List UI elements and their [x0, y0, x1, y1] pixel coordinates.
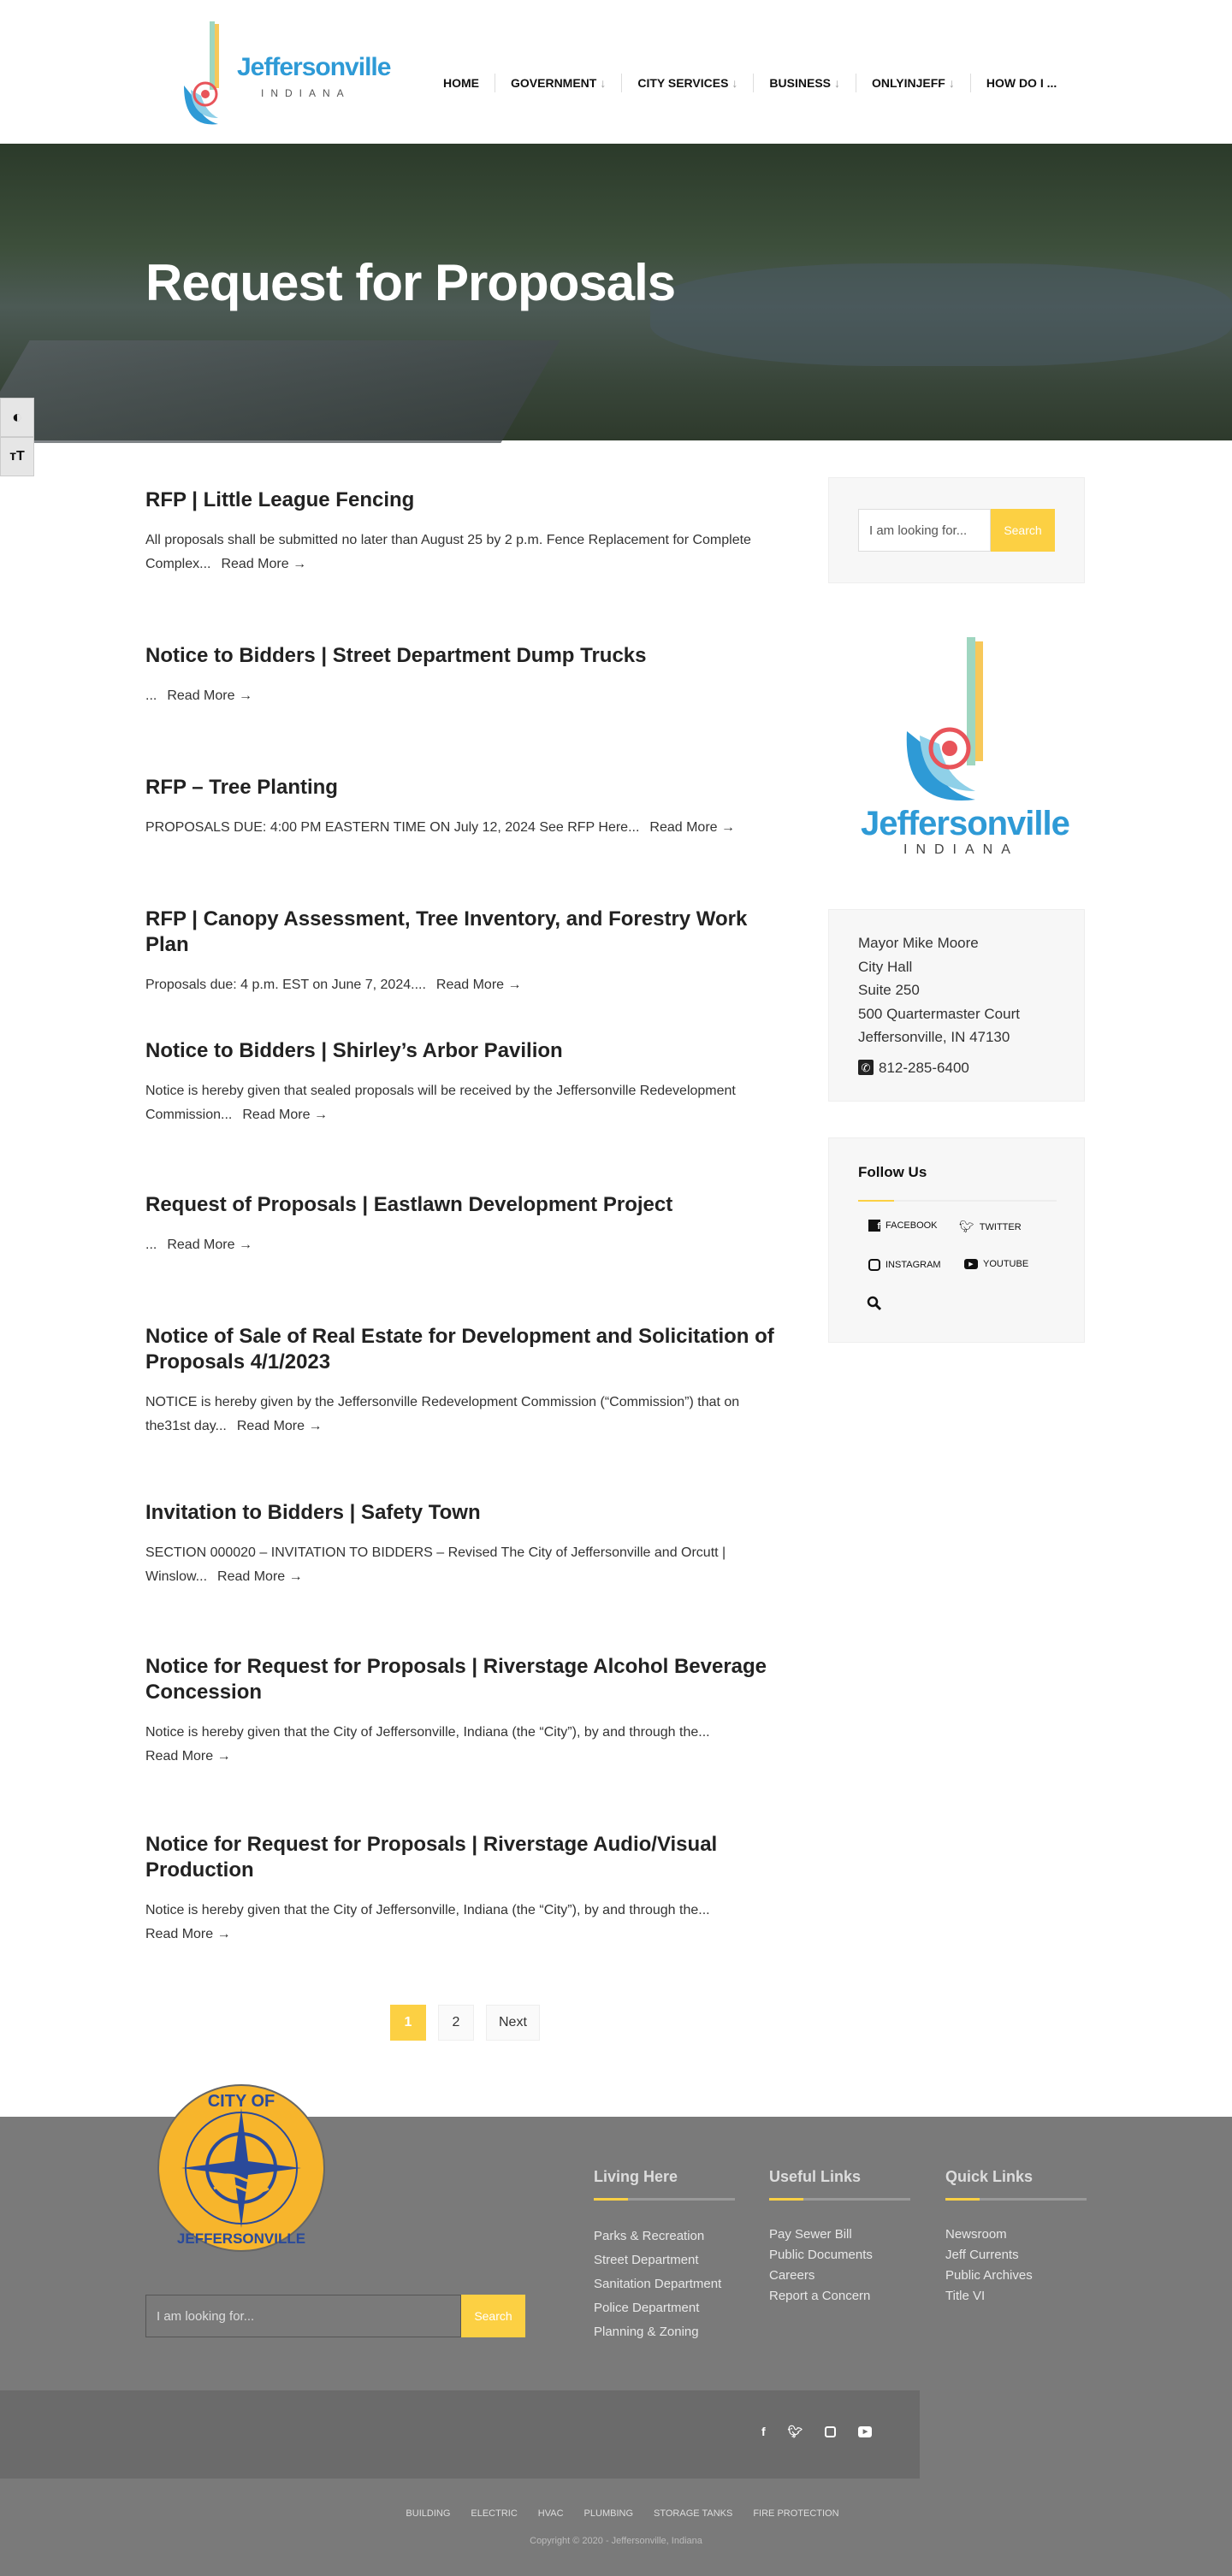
sidebar-search-widget [828, 477, 1085, 583]
address-line: 500 Quartermaster Court [858, 1005, 1020, 1022]
read-more-link[interactable]: Read More → [242, 1108, 328, 1122]
svg-text:JEFFERSONVILLE: JEFFERSONVILLE [176, 2230, 306, 2247]
post-excerpt [145, 816, 783, 840]
post-item [145, 1038, 783, 1127]
footer-bottom-link[interactable]: FIRE PROTECTION [753, 2508, 839, 2519]
footer-link[interactable]: Police Department [594, 2301, 700, 2315]
footer-column-title: Quick Links [945, 2168, 1034, 2185]
chevron-down-icon: ↓ [948, 76, 955, 90]
post-excerpt [145, 1233, 783, 1257]
facebook-label: FACEBOOK [886, 1220, 938, 1231]
divider [858, 1200, 1057, 1202]
instagram-label: INSTAGRAM [886, 1260, 941, 1270]
sidebar-search-input[interactable]: I am looking for... [858, 509, 991, 552]
nav-label: ONLYINJEFF [872, 76, 945, 90]
post-title[interactable]: RFP | Little League Fencing [145, 488, 415, 511]
footer-link[interactable]: Public Archives [945, 2268, 1033, 2283]
footer-bottom-link[interactable]: BUILDING [406, 2508, 451, 2519]
post-title[interactable]: Invitation to Bidders | Safety Town [145, 1501, 481, 1524]
post-excerpt [145, 529, 783, 576]
footer-bottom-link[interactable]: HVAC [537, 2508, 564, 2519]
post-excerpt [145, 1899, 783, 1947]
footer-link[interactable]: Public Documents [769, 2248, 873, 2262]
footer-search [145, 2295, 525, 2337]
follow-us-widget [828, 1137, 1085, 1343]
post-excerpt-text: Notice is hereby given that the City of Jeffersonville, Indiana (the “City”), by and through the... [145, 1725, 710, 1740]
post-excerpt-text: All proposals shall be submitted no later than August 25 by 2 p.m. Fence Replacement for Complete Complex... [145, 533, 751, 571]
nav-item-onlyinjeff[interactable] [856, 74, 970, 92]
nav-item-business[interactable] [753, 74, 856, 92]
nav-label: HOME [443, 76, 479, 90]
post-excerpt-text: Notice is hereby given that sealed proposals will be received by the Jeffersonville Redevelopment Commission... [145, 1084, 736, 1122]
read-more-link[interactable]: Read More → [236, 1419, 323, 1433]
nav-label: GOVERNMENT [511, 76, 597, 90]
nav-item-how-do-i[interactable] [970, 74, 1072, 92]
post-excerpt-text: ... [145, 1238, 157, 1252]
post-item [145, 1192, 783, 1257]
jeffersonville-logo-icon [856, 637, 1061, 808]
post-excerpt [145, 684, 783, 708]
instagram-link[interactable] [868, 1259, 941, 1271]
footer-column-quick-links [945, 2168, 1087, 2307]
post-title[interactable]: RFP – Tree Planting [145, 776, 338, 799]
city-seal-icon [156, 2083, 327, 2254]
chevron-down-icon: ↓ [834, 76, 840, 90]
post-excerpt-text: NOTICE is hereby given by the Jeffersonville Redevelopment Commission (“Commission”) that on the31st day... [145, 1395, 740, 1433]
footer-link[interactable]: Street Department [594, 2253, 699, 2267]
post-excerpt-text: SECTION 000020 – INVITATION TO BIDDERS – Revised The City of Jeffersonville and Orcutt | Winslow... [145, 1545, 726, 1584]
youtube-label: YOUTUBE [983, 1259, 1029, 1269]
footer-link[interactable]: Report a Concern [769, 2289, 871, 2303]
footer-bottom-link[interactable]: STORAGE TANKS [654, 2508, 733, 2519]
divider [769, 2198, 910, 2201]
youtube-icon: ▶ [964, 1259, 978, 1269]
post-title[interactable]: Request of Proposals | Eastlawn Development Project [145, 1193, 673, 1216]
post-item [145, 643, 783, 708]
post-item [145, 775, 783, 840]
main-nav [428, 72, 1072, 94]
post-excerpt [145, 1541, 783, 1589]
post-item [145, 1324, 783, 1439]
footer-link[interactable]: Jeff Currents [945, 2248, 1019, 2262]
svg-text:CITY OF: CITY OF [207, 2092, 275, 2111]
read-more-link[interactable]: Read More → [167, 1238, 252, 1252]
footer-bottom-link[interactable]: PLUMBING [583, 2508, 634, 2519]
twitter-icon: 🐦︎ [959, 1220, 974, 1233]
sidebar-search-button[interactable]: Search [991, 509, 1055, 552]
footer-link[interactable]: Planning & Zoning [594, 2325, 699, 2339]
pagination [390, 2005, 540, 2041]
address-line: Jeffersonville, IN 47130 [858, 1029, 1010, 1045]
footer-facebook-icon[interactable]: f [761, 2425, 766, 2438]
post-excerpt-text: Notice is hereby given that the City of Jeffersonville, Indiana (the “City”), by and through the... [145, 1903, 710, 1917]
footer-link[interactable]: Pay Sewer Bill [769, 2227, 852, 2242]
post-excerpt [145, 1391, 783, 1439]
footer-social-band [0, 2390, 920, 2479]
next-page-button[interactable]: Next [486, 2005, 540, 2041]
footer-column-title: Living Here [594, 2168, 678, 2185]
hero-banner [0, 144, 1232, 440]
footer-link[interactable]: Parks & Recreation [594, 2229, 705, 2243]
footer-bottom-link[interactable]: ELECTRIC [471, 2508, 518, 2519]
twitter-label: TWITTER [979, 1221, 1022, 1232]
page-title: Request for Proposals [145, 254, 676, 311]
post-excerpt-text: PROPOSALS DUE: 4:00 PM EASTERN TIME ON July 12, 2024 See RFP Here... [145, 820, 640, 835]
footer-link[interactable]: Title VI [945, 2289, 986, 2303]
footer-link[interactable]: Careers [769, 2268, 815, 2283]
logo-emblem-icon [175, 17, 244, 128]
facebook-icon: f [868, 1220, 880, 1232]
hero-photo-pond [650, 263, 1232, 366]
address-line: Mayor Mike Moore [858, 935, 979, 951]
footer-instagram-icon[interactable] [825, 2426, 836, 2437]
post-excerpt-text: Proposals due: 4 p.m. EST on June 7, 2024.... [145, 978, 426, 992]
city-seal [156, 2083, 327, 2254]
hero-photo-road [0, 340, 560, 443]
footer-search-input[interactable]: I am looking for... [145, 2295, 461, 2337]
sidebar-logo-subtext: INDIANA [903, 842, 1019, 857]
read-more-link[interactable]: Read More → [167, 688, 252, 703]
site-logo[interactable] [175, 17, 391, 128]
search-icon [867, 1296, 882, 1311]
sidebar-logo-text: Jeffersonville [861, 805, 1069, 842]
nav-label: CITY SERVICES [637, 76, 729, 90]
post-title[interactable]: Notice for Request for Proposals | Riverstage Alcohol Beverage Concession [145, 1655, 767, 1704]
font-size-icon: ᴛT [9, 449, 25, 464]
footer-column-living-here [594, 2168, 735, 2344]
logo-text: Jeffersonville [237, 53, 391, 81]
post-title[interactable]: RFP | Canopy Assessment, Tree Inventory, and Forestry Work Plan [145, 907, 748, 956]
post-item [145, 1832, 783, 1947]
page-1-button[interactable]: 1 [390, 2005, 426, 2041]
post-item [145, 1654, 783, 1769]
twitter-link[interactable] [959, 1220, 1022, 1234]
follow-us-title: Follow Us [858, 1164, 927, 1180]
phone-icon: ✆ [858, 1060, 874, 1075]
chevron-down-icon: ↓ [600, 76, 607, 90]
contact-widget [828, 909, 1085, 1102]
facebook-link[interactable] [868, 1220, 938, 1232]
contrast-toggle-button[interactable] [0, 398, 34, 437]
read-more-link[interactable]: Read More → [217, 1569, 303, 1584]
read-more-link[interactable]: Read More → [145, 1927, 231, 1941]
post-excerpt [145, 973, 783, 997]
read-more-link[interactable]: Read More → [435, 978, 522, 992]
post-item [145, 1500, 783, 1589]
page-2-button[interactable]: 2 [438, 2005, 474, 2041]
search-toggle-button[interactable] [867, 1296, 882, 1311]
post-title[interactable]: Notice to Bidders | Shirley’s Arbor Pavilion [145, 1039, 563, 1062]
post-item [145, 487, 783, 576]
post-excerpt [145, 1721, 783, 1769]
copyright: Copyright © 2020 - Jeffersonville, Indiana [530, 2536, 702, 2546]
font-size-toggle-button[interactable] [0, 437, 34, 476]
post-title[interactable]: Notice for Request for Proposals | Riverstage Audio/Visual Production [145, 1833, 718, 1882]
divider [594, 2198, 735, 2201]
footer-column-title: Useful Links [769, 2168, 862, 2185]
sidebar-logo [856, 637, 1069, 860]
chevron-down-icon: ↓ [732, 76, 738, 90]
nav-label: HOW DO I ... [986, 76, 1057, 90]
youtube-link[interactable] [964, 1259, 1028, 1269]
address-line: Suite 250 [858, 982, 920, 998]
post-title[interactable]: Notice to Bidders | Street Department Dump Trucks [145, 644, 647, 667]
address-line: City Hall [858, 958, 913, 975]
footer-twitter-icon[interactable]: 🐦︎ [787, 2425, 803, 2438]
post-item [145, 907, 783, 997]
divider [945, 2198, 1087, 2201]
post-excerpt [145, 1079, 783, 1127]
post-title[interactable]: Notice of Sale of Real Estate for Development and Solicitation of Proposals 4/1/2023 [145, 1325, 774, 1374]
post-excerpt-text: ... [145, 688, 157, 703]
footer-search-button[interactable]: Search [461, 2295, 525, 2337]
read-more-link[interactable]: Read More → [649, 820, 735, 835]
phone-link[interactable] [858, 1056, 1055, 1080]
footer-link[interactable]: Sanitation Department [594, 2277, 722, 2291]
site-header [0, 0, 1232, 144]
nav-item-government[interactable] [495, 74, 621, 92]
nav-item-city-services[interactable] [621, 74, 753, 92]
instagram-icon [868, 1259, 880, 1271]
footer-link[interactable]: Newsroom [945, 2227, 1007, 2242]
phone-number: 812-285-6400 [879, 1059, 969, 1076]
logo-subtext: INDIANA [261, 87, 351, 99]
read-more-link[interactable]: Read More → [221, 557, 307, 571]
nav-item-home[interactable] [428, 74, 495, 92]
read-more-link[interactable]: Read More → [145, 1749, 231, 1764]
contrast-icon: ◐ [11, 407, 23, 427]
footer-youtube-icon[interactable]: ▶ [858, 2426, 872, 2437]
nav-label: BUSINESS [769, 76, 831, 90]
footer-column-useful-links [769, 2168, 910, 2307]
footer-bottom-links [0, 2508, 1232, 2519]
